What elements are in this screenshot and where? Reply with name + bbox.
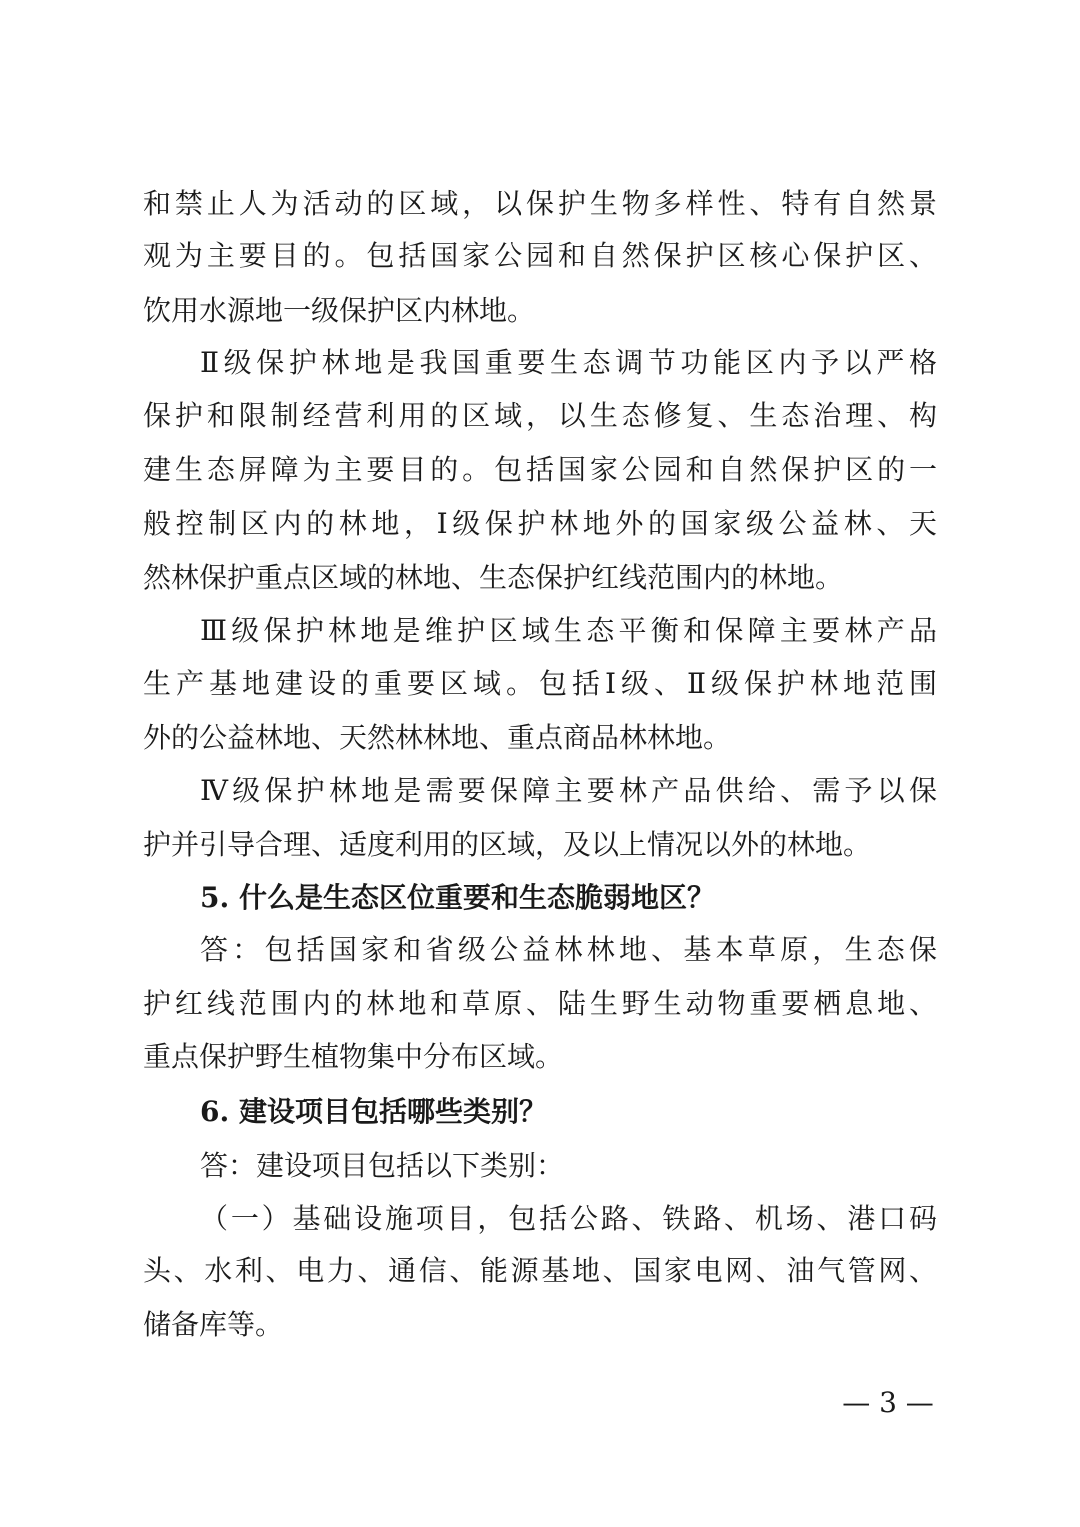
paragraph-line: 和禁止人为活动的区域，以保护生物多样性、特有自然景 [143,187,937,220]
paragraph-line: 饮用水源地一级保护区内林地。 [143,294,536,327]
paragraph-line: 答：建设项目包括以下类别： [200,1149,565,1182]
question-heading: 5. 什么是生态区位重要和生态脆弱地区？ [200,881,715,914]
paragraph-line: 护并引导合理、适度利用的区域，及以上情况以外的林地。 [143,828,872,861]
paragraph-line: 外的公益林地、天然林林地、重点商品林林地。 [143,721,732,754]
paragraph-line: Ⅲ级保护林地是维护区域生态平衡和保障主要林产品 [200,614,937,647]
paragraph-line: 护红线范围内的林地和草原、陆生野生动物重要栖息地、 [143,987,937,1020]
paragraph-line: 观为主要目的。包括国家公园和自然保护区核心保护区、 [143,239,937,272]
page-number: — 3 — [842,1386,934,1419]
question-heading: 6. 建设项目包括哪些类别？ [200,1095,547,1128]
paragraph-line: 般控制区内的林地，Ⅰ级保护林地外的国家级公益林、天 [143,507,937,540]
paragraph-line: 建生态屏障为主要目的。包括国家公园和自然保护区的一 [143,453,937,486]
paragraph-line: （一）基础设施项目，包括公路、铁路、机场、港口码 [200,1202,937,1235]
paragraph-line: 储备库等。 [143,1308,284,1341]
paragraph-line: Ⅳ级保护林地是需要保障主要林产品供给、需予以保 [200,774,937,807]
paragraph-line: 生产基地建设的重要区域。包括Ⅰ级、Ⅱ级保护林地范围 [143,667,937,700]
paragraph-line: Ⅱ级保护林地是我国重要生态调节功能区内予以严格 [200,346,937,379]
paragraph-line: 头、水利、电力、通信、能源基地、国家电网、油气管网、 [143,1254,937,1287]
paragraph-line: 保护和限制经营利用的区域，以生态修复、生态治理、构 [143,399,937,432]
paragraph-line: 重点保护野生植物集中分布区域。 [143,1040,564,1073]
paragraph-line: 然林保护重点区域的林地、生态保护红线范围内的林地。 [143,561,844,594]
paragraph-line: 答：包括国家和省级公益林林地、基本草原，生态保 [200,933,937,966]
